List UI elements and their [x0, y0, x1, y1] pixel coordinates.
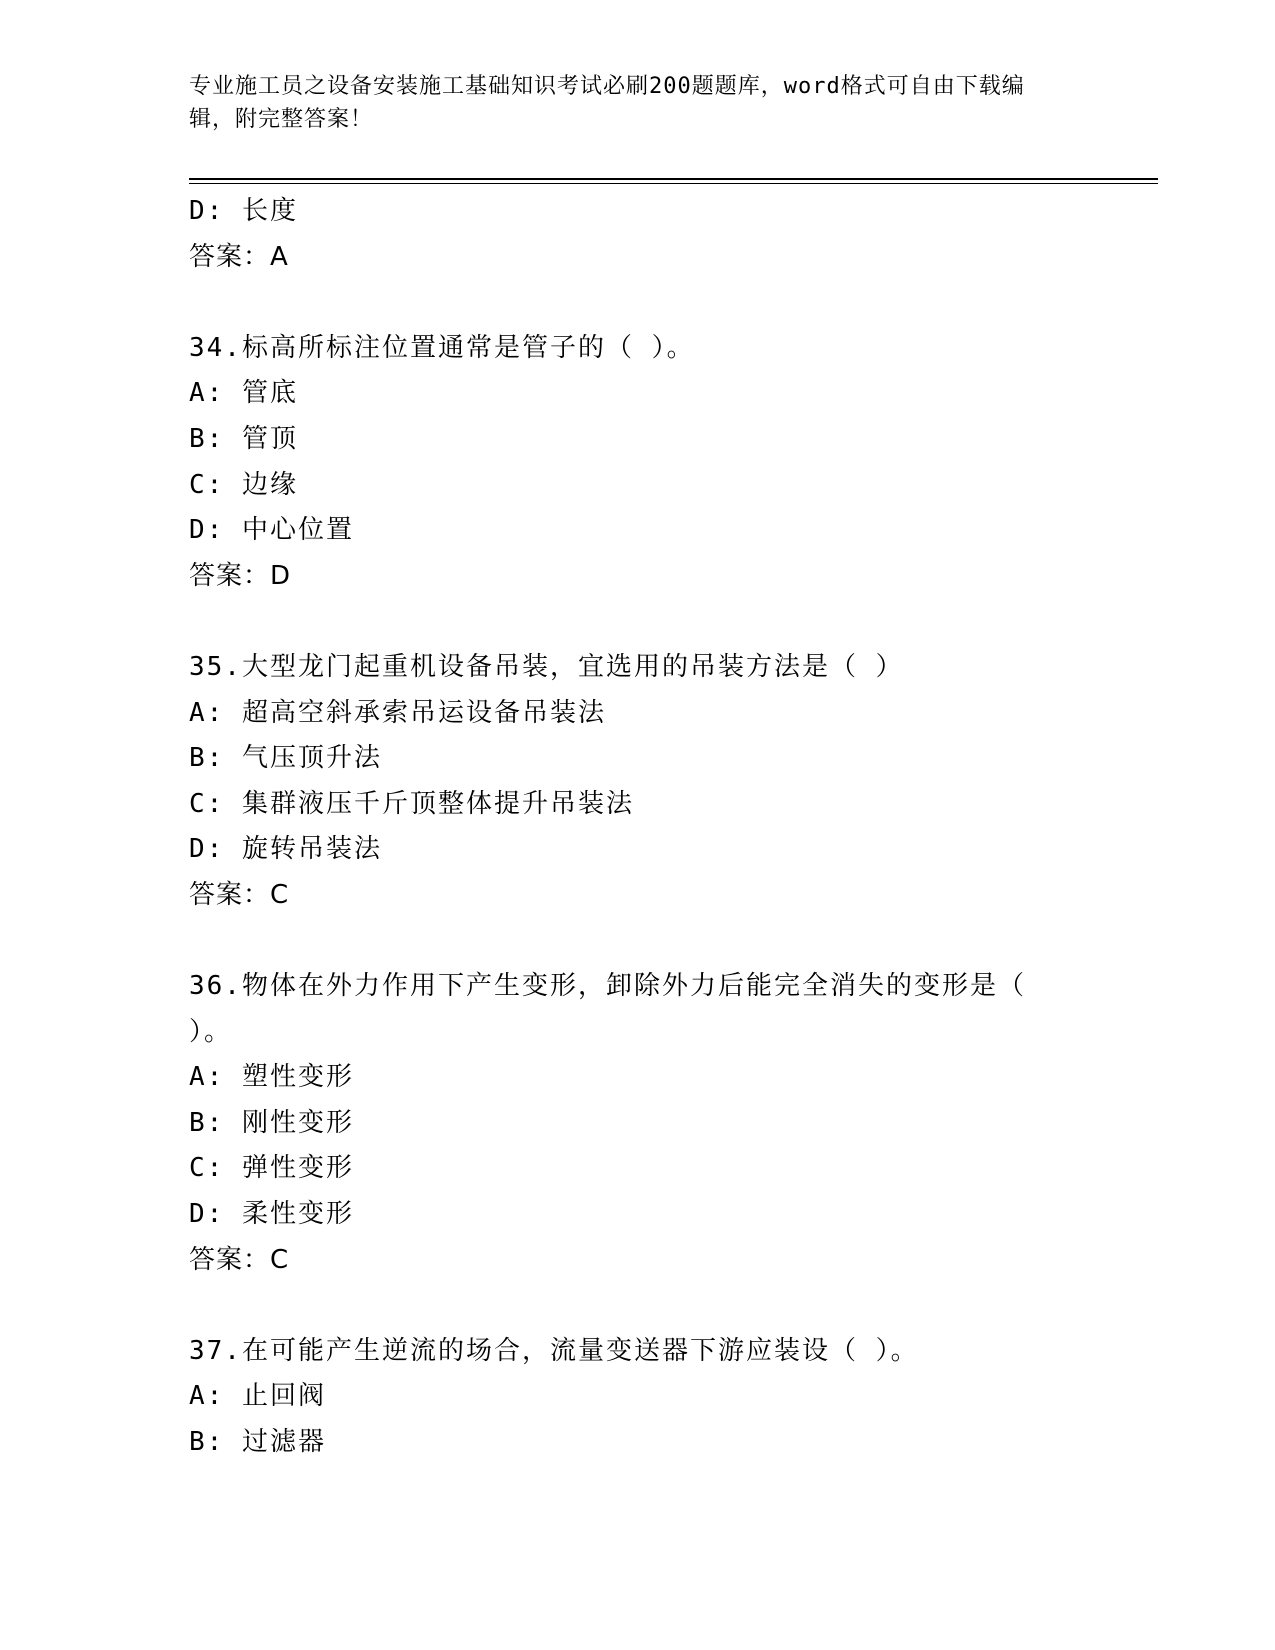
question-stem: 35.大型龙门起重机设备吊装，宜选用的吊装方法是（ ）	[189, 651, 904, 682]
spacer	[189, 1283, 1069, 1329]
question-stem: 34.标高所标注位置通常是管子的（ ）。	[189, 332, 695, 363]
option-b: B: 管顶	[189, 423, 298, 454]
spacer	[189, 599, 1069, 645]
option-c: C: 集群液压千斤顶整体提升吊装法	[189, 788, 634, 819]
question-37	[189, 1329, 1069, 1466]
option-c: C: 边缘	[189, 469, 298, 500]
question-34	[189, 326, 1069, 600]
option-a: A: 塑性变形	[189, 1062, 354, 1093]
prev-option-d: D: 长度	[189, 196, 298, 226]
question-stem: 37.在可能产生逆流的场合，流量变送器下游应装设（ ）。	[189, 1335, 919, 1366]
prev-answer: 答案：A	[189, 241, 289, 272]
question-stem: 36.物体在外力作用下产生变形，卸除外力后能完全消失的变形是（ ）。	[189, 971, 1026, 1047]
question-36	[189, 964, 1069, 1283]
option-d: D: 柔性变形	[189, 1199, 354, 1230]
header-divider-thin	[189, 183, 1158, 184]
option-d: D: 旋转吊装法	[189, 834, 382, 865]
question-list	[189, 189, 1069, 1466]
spacer	[189, 280, 1069, 326]
header-divider-thick	[189, 178, 1158, 180]
option-b: B: 过滤器	[189, 1427, 326, 1458]
document-header	[189, 70, 1069, 136]
header-title: 专业施工员之设备安装施工基础知识考试必刷200题题库，word格式可自由下载编辑，附完整答案！	[189, 74, 1025, 132]
option-a: A: 止回阀	[189, 1381, 326, 1412]
option-a: A: 管底	[189, 378, 298, 409]
option-d: D: 中心位置	[189, 515, 354, 546]
answer: 答案：C	[189, 879, 290, 910]
answer: 答案：C	[189, 1244, 290, 1275]
question-35	[189, 645, 1069, 919]
spacer	[189, 919, 1069, 965]
option-b: B: 刚性变形	[189, 1107, 354, 1138]
option-a: A: 超高空斜承索吊运设备吊装法	[189, 697, 606, 728]
option-c: C: 弹性变形	[189, 1153, 354, 1184]
answer: 答案：D	[189, 560, 292, 591]
option-b: B: 气压顶升法	[189, 743, 382, 774]
